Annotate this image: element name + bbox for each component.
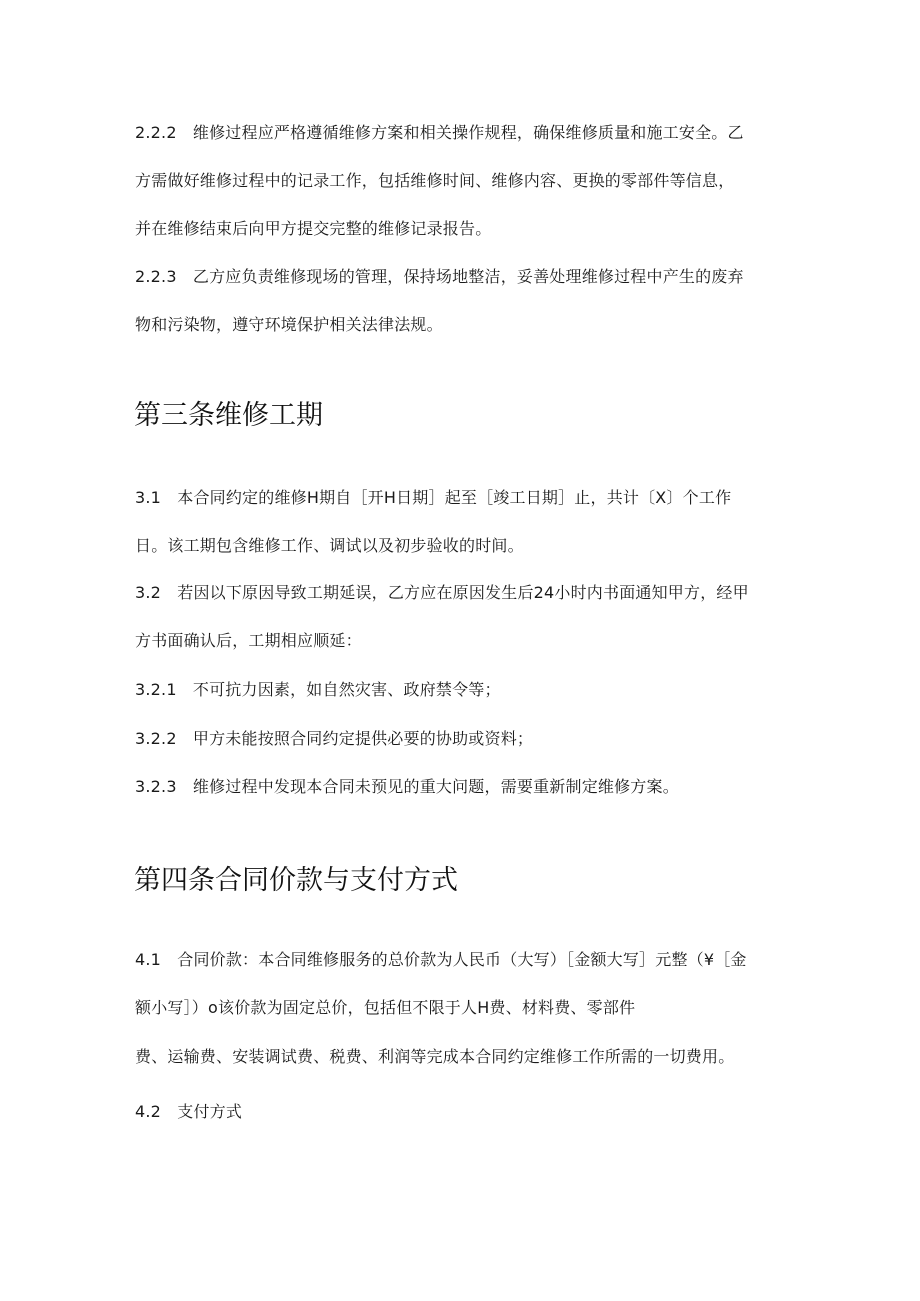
paragraph-line: 方书面确认后，工期相应顺延： — [135, 631, 362, 650]
paragraph-line: 并在维修结束后向甲方提交完整的维修记录报告。 — [135, 219, 492, 238]
paragraph-line: 2.2.2 维修过程应严格遵循维修方案和相关操作规程，确保维修质量和施工安全。乙 — [135, 123, 744, 142]
paragraph-line: 2.2.3 乙方应负责维修现场的管理，保持场地整洁，妥善处理维修过程中产生的废弃 — [135, 267, 744, 286]
paragraph-line: 3.1 本合同约定的维修H期自［开H日期］起至［竣工日期］止，共计〔X〕个工作 — [135, 488, 732, 507]
paragraph-line: 3.2.1 不可抗力因素，如自然灾害、政府禁令等； — [135, 680, 501, 699]
paragraph-line: 费、运输费、安装调试费、税费、利润等完成本合同约定维修工作所需的一切费用。 — [135, 1047, 735, 1066]
paragraph-line: 3.2.3 维修过程中发现本合同未预见的重大问题，需要重新制定维修方案。 — [135, 777, 679, 796]
paragraph-line: 4.2 支付方式 — [135, 1102, 243, 1121]
paragraph-line: 3.2 若因以下原因导致工期延误，乙方应在原因发生后24小时内书面通知甲方，经甲 — [135, 583, 749, 602]
paragraph-line: 物和污染物，遵守环境保护相关法律法规。 — [135, 315, 443, 334]
paragraph-line: 3.2.2 甲方未能按照合同约定提供必要的协助或资料； — [135, 729, 534, 748]
section-heading-4: 第四条合同价款与支付方式 — [134, 865, 458, 896]
paragraph-line: 额小写］）o该价款为固定总价，包括但不限于人H费、材料费、零部件 — [135, 998, 636, 1017]
paragraph-line: 日。该工期包含维修工作、调试以及初步验收的时间。 — [135, 536, 524, 555]
paragraph-line: 4.1 合同价款：本合同维修服务的总价款为人民币（大写）［金额大写］元整（¥［金 — [135, 950, 747, 969]
section-heading-3: 第三条维修工期 — [134, 400, 323, 431]
paragraph-line: 方需做好维修过程中的记录工作，包括维修时间、维修内容、更换的零部件等信息， — [135, 171, 735, 190]
